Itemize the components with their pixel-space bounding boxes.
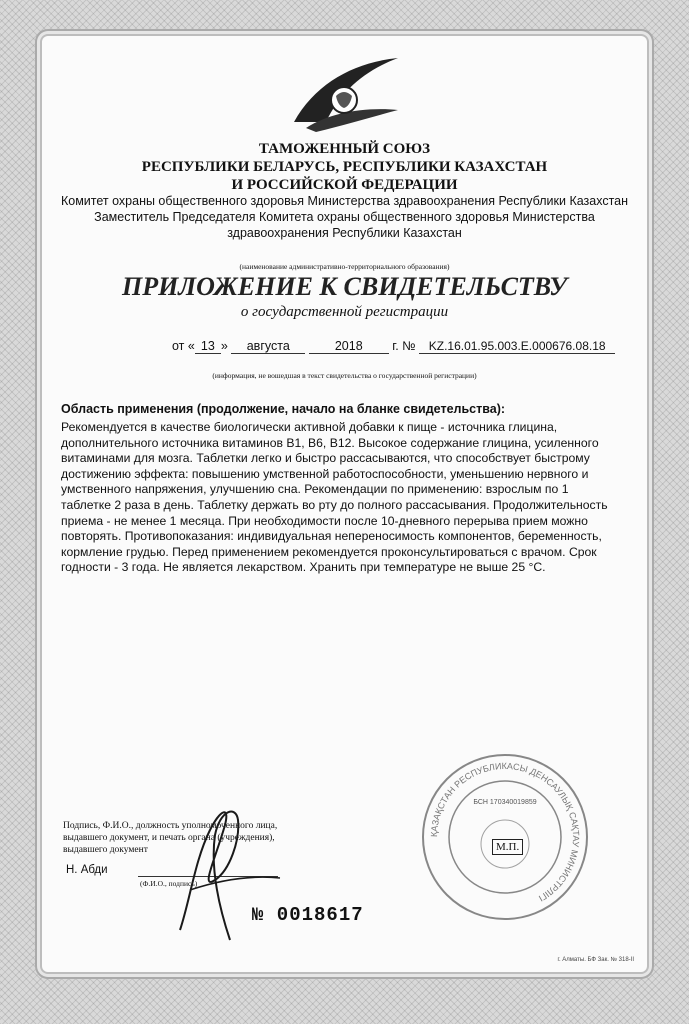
date-prefix: от « xyxy=(172,339,195,353)
body-line: умственного напряжения, улучшению сна. Рекомендации по применению: взрослым по 1 xyxy=(61,482,569,497)
body-line: дополнительного источника витаминов В1, В6, В12. Высокое содержание глицина, усиленного xyxy=(61,435,599,450)
serial-number: № 0018617 xyxy=(252,904,364,926)
union-line-2: РЕСПУБЛИКИ БЕЛАРУСЬ, РЕСПУБЛИКИ КАЗАХСТАН xyxy=(141,159,548,175)
signatory-name: Н. Абди xyxy=(66,864,108,876)
section-heading: Область применения (продолжение, начало на бланке свидетельства): xyxy=(61,402,506,416)
official-stamp xyxy=(420,752,590,922)
svg-text:ҚАЗАҚСТАН РЕСПУБЛИКАСЫ ДЕНСАУЛ xyxy=(429,761,581,903)
signature-label-line-3: выдавшего документ xyxy=(63,845,148,855)
body-line: таблетке 2 раза в день. Таблетку держать во рту до полного рассасывания. Продолжительность xyxy=(61,497,608,512)
customs-union-emblem xyxy=(286,52,406,134)
application-text xyxy=(61,420,621,576)
body-line: витаминами для мозга. Таблетки легко и быстро рассасываются, что способствует быстрому xyxy=(61,451,590,466)
date-month: августа xyxy=(231,339,305,354)
document-subtitle: о государственной регистрации xyxy=(240,304,449,320)
body-line: достижению эффекта: повышению умственной работоспособности, уменьшению нервного и xyxy=(61,466,589,481)
document-title: ПРИЛОЖЕНИЕ К СВИДЕТЕЛЬСТВУ xyxy=(121,272,568,301)
registration-number: KZ.16.01.95.003.E.000676.08.18 xyxy=(419,339,615,354)
date-year: 2018 xyxy=(309,339,389,354)
committee-line-2: Заместитель Председателя Комитета охраны общественного здоровья Министерства xyxy=(94,210,595,224)
signature-sub-note: (Ф.И.О., подпись) xyxy=(140,879,198,888)
body-line: годности - 3 года. Не является лекарством. Хранить при температуре не выше 25 °С. xyxy=(61,560,546,575)
committee-block xyxy=(0,193,689,241)
date-year-suffix: г. xyxy=(392,339,399,353)
body-line: приема - не менее 1 месяца. При необходимости после 10-дневного перерыва прием можно xyxy=(61,513,588,528)
body-line: повторять. Противопоказания: индивидуальная непереносимость компонентов, беременность, xyxy=(61,529,602,544)
body-line: Рекомендуется в качестве биологически активной добавки к пище - источника глицина, xyxy=(61,420,558,434)
signature-label-line-2: выдавшего документ, и печать органа (учреждения), xyxy=(63,833,275,843)
committee-line-1: Комитет охраны общественного здоровья Министерства здравоохранения Республики Казахстан xyxy=(60,194,629,208)
info-note: (информация, не вошедшая в текст свидетельства о государственной регистрации) xyxy=(212,371,477,380)
date-day: 13 xyxy=(195,339,221,354)
committee-line-3: здравоохранения Республики Казахстан xyxy=(227,226,462,240)
date-close-quote: » xyxy=(220,339,228,353)
authority-note: (наименование административно-территориального образования) xyxy=(239,262,450,271)
print-note: г. Алматы. БФ Зак. № 318-II xyxy=(557,957,634,963)
number-sign: № xyxy=(402,339,416,353)
stamp-id: БСН 170340019859 xyxy=(473,799,537,806)
signature-label-line-1: Подпись, Ф.И.О., должность уполномоченного лица, xyxy=(63,821,278,831)
body-line: кормление грудью. Перед применением рекомендуется проконсультироваться с врачом. Срок xyxy=(61,544,597,559)
union-line-1: ТАМОЖЕННЫЙ СОЮЗ xyxy=(258,141,431,157)
stamp-ring-text: ҚАЗАҚСТАН РЕСПУБЛИКАСЫ ДЕНСАУЛЫҚ САҚТАУ МИНИСТРЛІГІ xyxy=(428,760,582,904)
stamp-mp-label: М.П. xyxy=(492,839,523,855)
union-line-3: И РОССИЙСКОЙ ФЕДЕРАЦИИ xyxy=(231,177,458,193)
date-line xyxy=(172,339,615,354)
union-heading xyxy=(0,140,689,194)
